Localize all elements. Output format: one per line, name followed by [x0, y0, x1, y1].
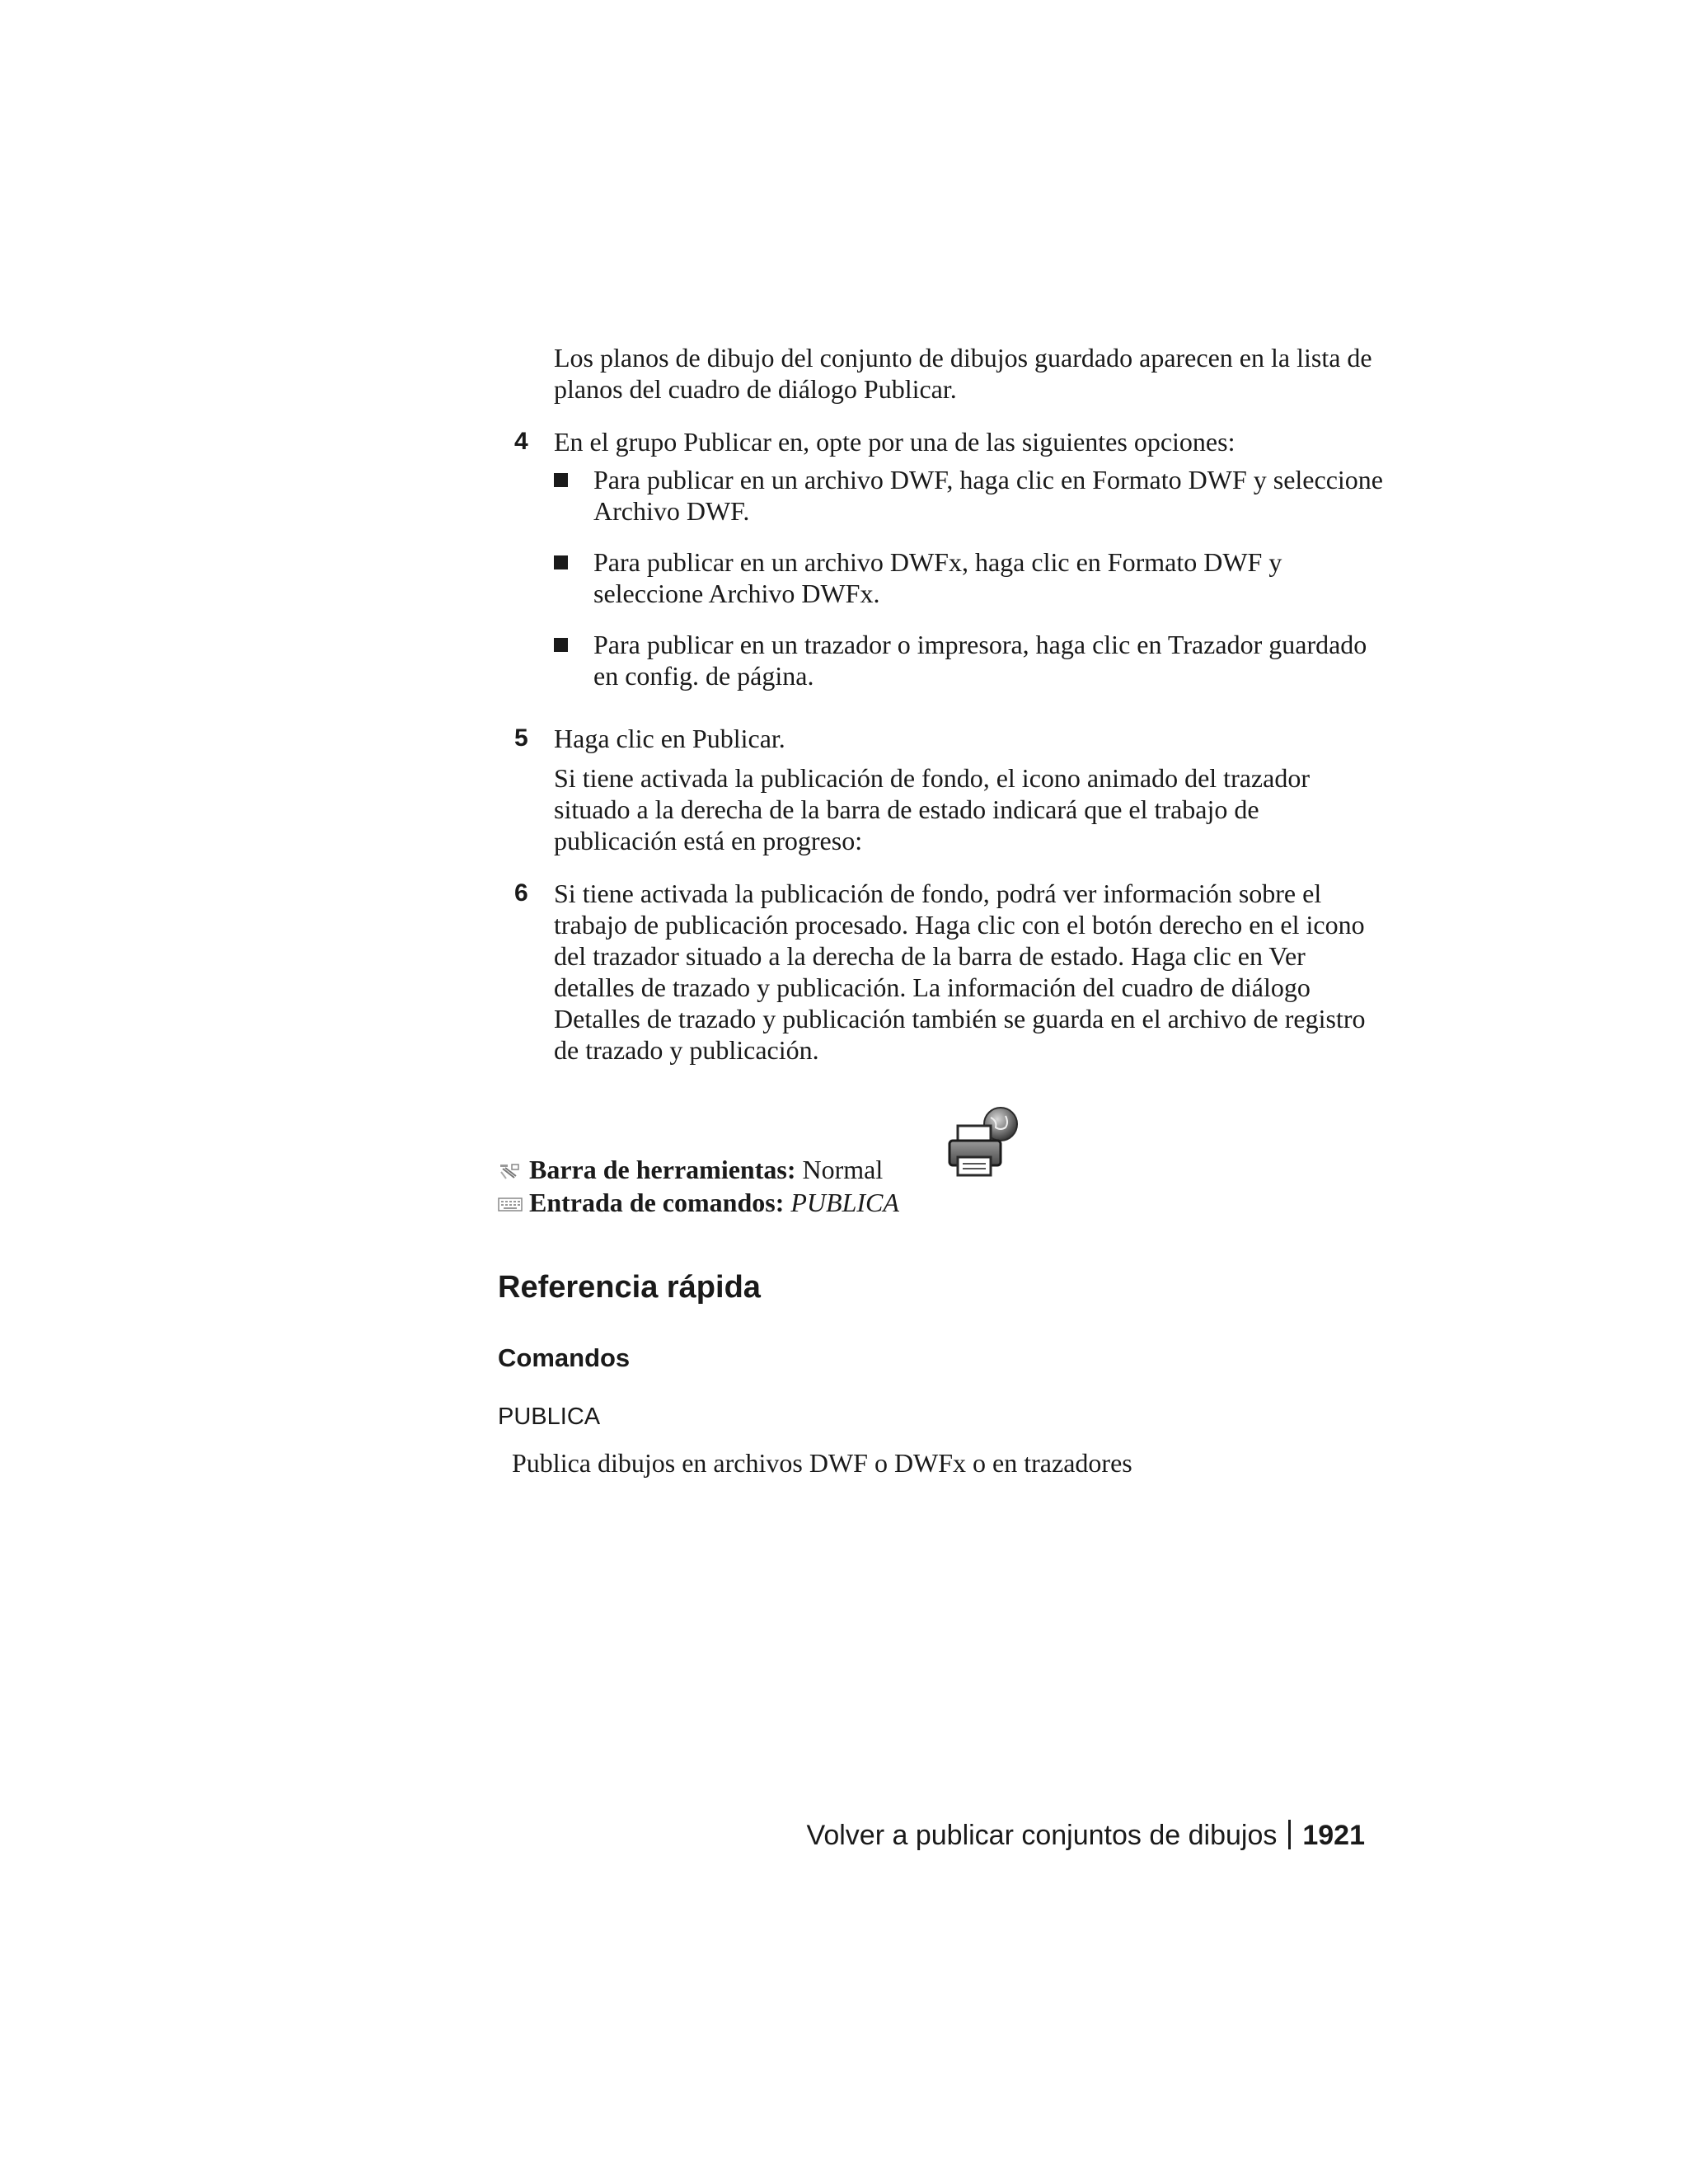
keyboard-icon — [498, 1194, 523, 1214]
list-item-text: Para publicar en un archivo DWF, haga clic en Formato DWF y seleccione Archivo DWF. — [593, 465, 1383, 526]
intro-paragraph: Los planos de dibujo del conjunto de dibujos guardado aparecen en la lista de planos del cuadro de diálogo Publicar. — [554, 343, 1372, 404]
list-item-text: Para publicar en un archivo DWFx, haga clic en Formato DWF y seleccione Archivo DWFx. — [593, 547, 1282, 608]
step-number: 6 — [514, 879, 528, 907]
options-list — [554, 464, 1388, 691]
step-text: En el grupo Publicar en, opte por una de las siguientes opciones: — [554, 427, 1236, 457]
list-item — [554, 464, 1385, 527]
section-title: Referencia rápida — [498, 1270, 761, 1305]
square-bullet-icon — [554, 473, 568, 487]
step-text: Haga clic en Publicar. — [554, 724, 785, 753]
page-number: 1921 — [1302, 1820, 1365, 1851]
step-number: 4 — [514, 428, 528, 455]
step-text: Si tiene activada la publicación de fondo, podrá ver información sobre el trabajo de publicación procesado. Haga clic con el botón derecho en el icono del trazador situado a la derecha de la barra de estado. Haga clic en Ver detalles de trazado y publicación. La información del cuadro de diálogo Detalles de trazado y publicación también se guarda en el archivo de registro de trazado y publicación. — [554, 879, 1366, 1065]
toolbar-icon — [498, 1161, 523, 1181]
toolbar-value: Normal — [795, 1155, 884, 1184]
command-name: PUBLICA — [498, 1404, 601, 1430]
page-footer — [807, 1818, 1365, 1853]
list-item-text: Para publicar en un trazador o impresora, haga clic en Trazador guardado en config. de página. — [593, 630, 1367, 691]
command-label: Entrada de comandos: — [529, 1188, 785, 1217]
command-access — [498, 1154, 1075, 1220]
list-item — [554, 629, 1385, 691]
list-item — [554, 546, 1385, 609]
command-value: PUBLICA — [790, 1188, 899, 1217]
command-description: Publica dibujos en archivos DWF o DWFx o en trazadores — [512, 1448, 1132, 1478]
subsection-title: Comandos — [498, 1343, 631, 1372]
step-6 — [514, 878, 1388, 1066]
footer-title: Volver a publicar conjuntos de dibujos — [806, 1820, 1278, 1851]
toolbar-line — [498, 1154, 1075, 1187]
square-bullet-icon — [554, 638, 568, 652]
step-detail: Si tiene activada la publicación de fondo, el icono animado del trazador situado a la derecha de la barra de estado indicará que el trabajo de publicación está en progreso: — [554, 763, 1310, 855]
toolbar-label: Barra de herramientas: — [529, 1155, 796, 1184]
step-number: 5 — [514, 724, 528, 752]
command-line — [498, 1187, 1075, 1220]
footer-divider — [1288, 1820, 1291, 1849]
step-5 — [514, 723, 1388, 856]
square-bullet-icon — [554, 555, 568, 569]
step-4 — [514, 426, 1388, 711]
